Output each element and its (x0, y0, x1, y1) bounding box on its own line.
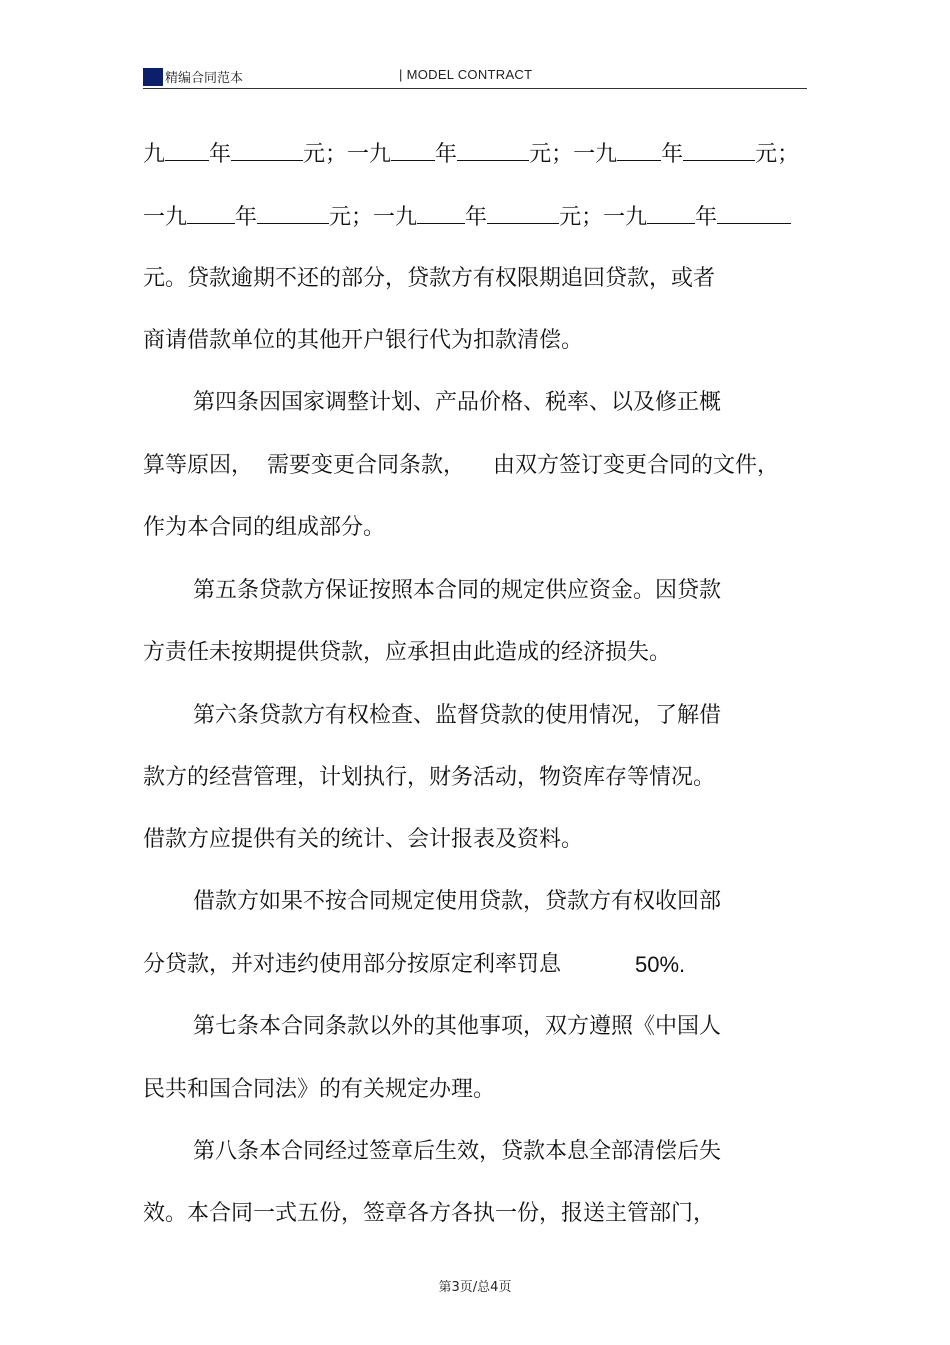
body-line-15: 第八条本合同经过签章后生效，贷款本息全部清偿后失 (193, 1139, 722, 1164)
blank-line (717, 203, 791, 224)
row1-text-5: 年 (661, 142, 684, 167)
row2-text-3: 年 (465, 205, 488, 230)
logo-square-icon (143, 68, 163, 86)
page-number: 第3页/总4页 (438, 1280, 512, 1295)
body-line-2: 商请借款单位的其他开户银行代为扣款清偿。 (143, 328, 584, 353)
blank-line (487, 203, 559, 224)
row2-text-2: 元；一九 (329, 205, 418, 230)
row1-text-0: 九 (143, 142, 166, 167)
row1-text-6: 元； (755, 142, 800, 167)
body-line-16: 效。本合同一式五份，签章各方各执一份，报送主管部门， (143, 1201, 716, 1226)
body-line-9: 款方的经营管理，计划执行，财务活动，物资库存等情况。 (143, 765, 716, 790)
body-line-4: 算等原因， 需要变更合同条款， 由双方签订变更合同的文件， (143, 453, 779, 478)
blank-line (417, 203, 465, 224)
header-title-en: | MODEL CONTRACT (399, 67, 533, 82)
body-line-10: 借款方应提供有关的统计、会计报表及资料。 (143, 827, 584, 852)
row1-text-2: 元；一九 (303, 142, 392, 167)
blank-line (231, 140, 303, 161)
row1-text-4: 元；一九 (529, 142, 618, 167)
penalty-rate: 50%. (635, 952, 686, 977)
blank-line (683, 140, 755, 161)
body-line-6: 第五条贷款方保证按照本合同的规定供应资金。因贷款 (193, 578, 722, 603)
body-line-1: 元。贷款逾期不还的部分，贷款方有权限期追回贷款，或者 (143, 266, 716, 291)
body-line-3: 第四条因国家调整计划、产品价格、税率、以及修正概 (193, 390, 722, 415)
row1-text-3: 年 (435, 142, 458, 167)
row1-text-1: 年 (209, 142, 232, 167)
body-line-8: 第六条贷款方有权检查、监督贷款的使用情况，了解借 (193, 703, 722, 728)
blank-line (457, 140, 529, 161)
blank-line (647, 203, 695, 224)
blank-line (617, 140, 661, 161)
body-line-14: 民共和国合同法》的有关规定办理。 (143, 1077, 496, 1102)
body-line-12: 分贷款，并对违约使用部分按原定利率罚息 (143, 952, 562, 977)
body-line-13: 第七条本合同条款以外的其他事项，双方遵照《中国人 (193, 1014, 722, 1039)
blank-line (165, 140, 209, 161)
blank-row-1 (143, 140, 799, 169)
row2-text-0: 一九 (143, 205, 188, 230)
blank-line (187, 203, 235, 224)
body-line-11: 借款方如果不按合同规定使用贷款，贷款方有权收回部 (193, 889, 722, 914)
body-line-7: 方责任未按期提供贷款，应承担由此造成的经济损失。 (143, 640, 672, 665)
blank-line (391, 140, 435, 161)
row2-text-5: 年 (695, 205, 718, 230)
body-line-5: 作为本合同的组成部分。 (143, 515, 386, 540)
page-header (143, 64, 807, 89)
header-title-cn: 精编合同范本 (165, 71, 244, 86)
blank-line (257, 203, 329, 224)
row2-text-4: 元；一九 (559, 205, 648, 230)
blank-row-2 (143, 203, 791, 232)
row2-text-1: 年 (235, 205, 258, 230)
